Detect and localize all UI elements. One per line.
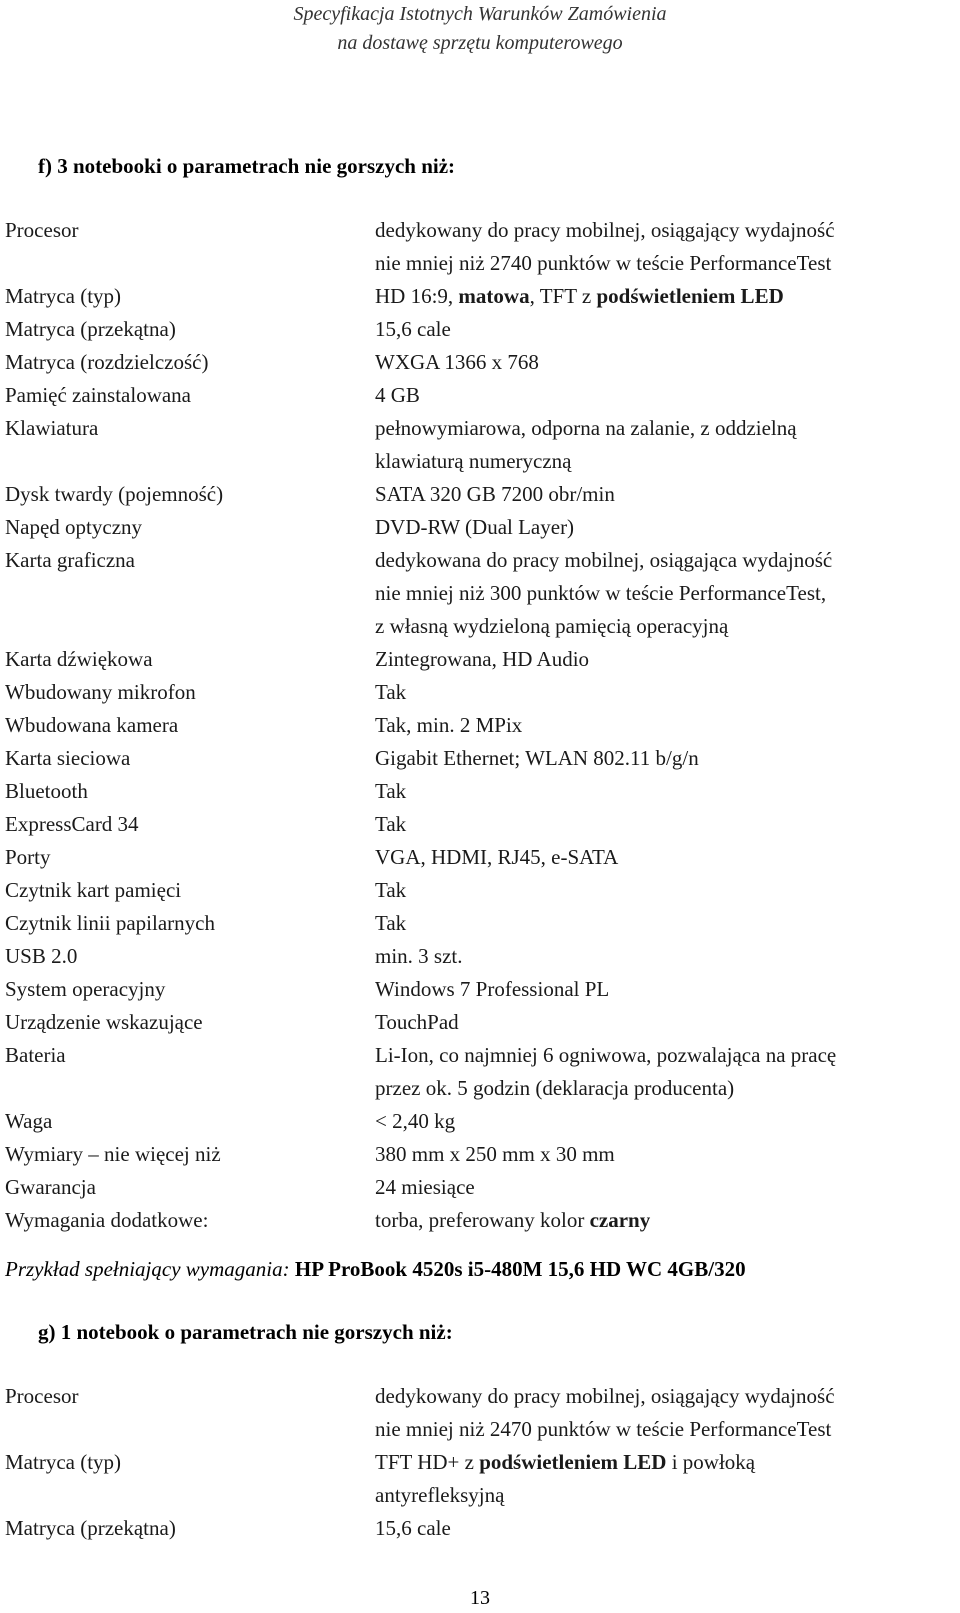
spec-value-line: 24 miesiące — [375, 1175, 475, 1199]
spec-key: Gwarancja — [5, 1175, 96, 1199]
spec-row — [5, 907, 950, 940]
spec-value-line: 4 GB — [375, 383, 420, 407]
spec-row — [5, 511, 950, 544]
spec-value — [375, 1171, 950, 1204]
spec-value — [375, 874, 950, 907]
spec-value-line: Gigabit Ethernet; WLAN 802.11 b/g/n — [375, 746, 699, 770]
spec-value-line: TFT HD+ z podświetleniem LED i powłoką — [375, 1450, 756, 1474]
spec-row — [5, 1105, 950, 1138]
spec-value-line: torba, preferowany kolor czarny — [375, 1208, 651, 1232]
spec-row — [5, 775, 950, 808]
spec-value — [375, 643, 950, 676]
spec-row — [5, 709, 950, 742]
spec-row — [5, 742, 950, 775]
spec-value — [375, 907, 950, 940]
spec-row — [5, 676, 950, 709]
spec-value — [375, 544, 950, 643]
spec-row — [5, 841, 950, 874]
spec-value — [375, 379, 950, 412]
spec-value — [375, 280, 950, 313]
spec-value — [375, 1380, 950, 1446]
spec-key: Karta dźwiękowa — [5, 647, 153, 671]
spec-key: Wymagania dodatkowe: — [5, 1208, 209, 1232]
spec-key: Pamięć zainstalowana — [5, 383, 192, 407]
example-model — [5, 1253, 746, 1286]
spec-value-line: Tak — [375, 812, 407, 836]
spec-key: Matryca (rozdzielczość) — [5, 350, 209, 374]
spec-value-line: DVD-RW (Dual Layer) — [375, 515, 575, 539]
spec-row — [5, 313, 950, 346]
spec-value-line: Zintegrowana, HD Audio — [375, 647, 590, 671]
spec-value — [375, 775, 950, 808]
spec-value-line: WXGA 1366 x 768 — [375, 350, 539, 374]
section-f-title: f) 3 notebooki o parametrach nie gorszych niż: — [38, 154, 456, 178]
spec-key: Klawiatura — [5, 416, 99, 440]
spec-value-line: HD 16:9, matowa, TFT z podświetleniem LED — [375, 284, 784, 308]
spec-value-line: TouchPad — [375, 1010, 459, 1034]
spec-value — [375, 742, 950, 775]
document-header — [0, 0, 960, 58]
page-number: 13 — [470, 1587, 490, 1609]
spec-value — [375, 1006, 950, 1039]
spec-key: Karta sieciowa — [5, 746, 131, 770]
spec-value-line: Li-Ion, co najmniej 6 ogniwowa, pozwalająca na pracę — [375, 1043, 837, 1067]
spec-key: System operacyjny — [5, 977, 166, 1001]
spec-value — [375, 313, 950, 346]
spec-value-line: < 2,40 kg — [375, 1109, 456, 1133]
spec-value-line: nie mniej niż 300 punktów w teście PerformanceTest, — [375, 581, 827, 605]
spec-row — [5, 1171, 950, 1204]
spec-key: Procesor — [5, 1384, 79, 1408]
spec-value — [375, 478, 950, 511]
spec-key: Dysk twardy (pojemność) — [5, 482, 224, 506]
spec-value-line: VGA, HDMI, RJ45, e-SATA — [375, 845, 619, 869]
spec-value-line: z własną wydzieloną pamięcią operacyjną — [375, 614, 729, 638]
spec-row — [5, 280, 950, 313]
spec-value-line: SATA 320 GB 7200 obr/min — [375, 482, 615, 506]
spec-row — [5, 940, 950, 973]
spec-value — [375, 346, 950, 379]
spec-key: Matryca (przekątna) — [5, 1516, 176, 1540]
spec-value — [375, 1138, 950, 1171]
spec-value-line: dedykowany do pracy mobilnej, osiągający wydajność — [375, 218, 835, 242]
spec-key: ExpressCard 34 — [5, 812, 139, 836]
spec-row — [5, 214, 950, 280]
spec-key: Wbudowany mikrofon — [5, 680, 196, 704]
spec-value — [375, 1512, 950, 1545]
spec-row — [5, 1512, 950, 1545]
header-line-2: na dostawę sprzętu komputerowego — [337, 32, 623, 54]
spec-value — [375, 1105, 950, 1138]
spec-value — [375, 808, 950, 841]
spec-row — [5, 1446, 950, 1512]
spec-row — [5, 1006, 950, 1039]
example-value: HP ProBook 4520s i5-480M 15,6 HD WC 4GB/320 — [294, 1257, 746, 1281]
spec-row — [5, 643, 950, 676]
spec-row — [5, 544, 950, 643]
spec-key: Bluetooth — [5, 779, 88, 803]
spec-key: Wymiary – nie więcej niż — [5, 1142, 221, 1166]
section-f-spec-list — [5, 214, 950, 1237]
spec-value-line: dedykowana do pracy mobilnej, osiągająca wydajność — [375, 548, 833, 572]
spec-row — [5, 1138, 950, 1171]
spec-value-line: nie mniej niż 2470 punktów w teście PerformanceTest — [375, 1417, 832, 1441]
spec-value-line: min. 3 szt. — [375, 944, 463, 968]
spec-row — [5, 874, 950, 907]
spec-value — [375, 511, 950, 544]
spec-key: Matryca (typ) — [5, 1450, 122, 1474]
spec-key: Bateria — [5, 1043, 66, 1067]
spec-key: Matryca (typ) — [5, 284, 122, 308]
spec-key: Czytnik linii papilarnych — [5, 911, 215, 935]
spec-value — [375, 709, 950, 742]
spec-value-line: klawiaturą numeryczną — [375, 449, 572, 473]
section-g-title: g) 1 notebook o parametrach nie gorszych niż: — [38, 1320, 453, 1344]
spec-value — [375, 214, 950, 280]
spec-value — [375, 940, 950, 973]
spec-value-line: Tak, min. 2 MPix — [375, 713, 523, 737]
spec-value-line: pełnowymiarowa, odporna na zalanie, z oddzielną — [375, 416, 797, 440]
spec-value — [375, 973, 950, 1006]
spec-value-line: nie mniej niż 2740 punktów w teście PerformanceTest — [375, 251, 832, 275]
header-line-1: Specyfikacja Istotnych Warunków Zamówienia — [293, 3, 667, 25]
spec-value — [375, 412, 950, 478]
spec-key: Napęd optyczny — [5, 515, 143, 539]
spec-value — [375, 676, 950, 709]
spec-row — [5, 412, 950, 478]
spec-value-line: antyrefleksyjną — [375, 1483, 505, 1507]
spec-key: Porty — [5, 845, 51, 869]
spec-value — [375, 1039, 950, 1105]
spec-value-line: Tak — [375, 779, 407, 803]
spec-value-line: Tak — [375, 680, 407, 704]
spec-key: USB 2.0 — [5, 944, 78, 968]
spec-value — [375, 1204, 950, 1237]
spec-key: Procesor — [5, 218, 79, 242]
spec-key: Karta graficzna — [5, 548, 135, 572]
spec-key: Czytnik kart pamięci — [5, 878, 182, 902]
spec-value-line: Tak — [375, 878, 407, 902]
spec-key: Urządzenie wskazujące — [5, 1010, 203, 1034]
spec-value-line: dedykowany do pracy mobilnej, osiągający wydajność — [375, 1384, 835, 1408]
spec-row — [5, 1039, 950, 1105]
example-label: Przykład spełniający wymagania: — [5, 1257, 290, 1281]
spec-row — [5, 1204, 950, 1237]
spec-value-line: Tak — [375, 911, 407, 935]
spec-key: Wbudowana kamera — [5, 713, 179, 737]
spec-key: Waga — [5, 1109, 53, 1133]
spec-key: Matryca (przekątna) — [5, 317, 176, 341]
spec-value — [375, 841, 950, 874]
section-g-spec-list — [5, 1380, 950, 1545]
spec-row — [5, 973, 950, 1006]
spec-value-line: 380 mm x 250 mm x 30 mm — [375, 1142, 615, 1166]
spec-row — [5, 379, 950, 412]
spec-row — [5, 346, 950, 379]
spec-value-line: 15,6 cale — [375, 317, 451, 341]
spec-row — [5, 478, 950, 511]
spec-row — [5, 1380, 950, 1446]
spec-row — [5, 808, 950, 841]
spec-value-line: przez ok. 5 godzin (deklaracja producenta) — [375, 1076, 735, 1100]
spec-value-line: Windows 7 Professional PL — [375, 977, 610, 1001]
spec-value — [375, 1446, 950, 1512]
spec-value-line: 15,6 cale — [375, 1516, 451, 1540]
